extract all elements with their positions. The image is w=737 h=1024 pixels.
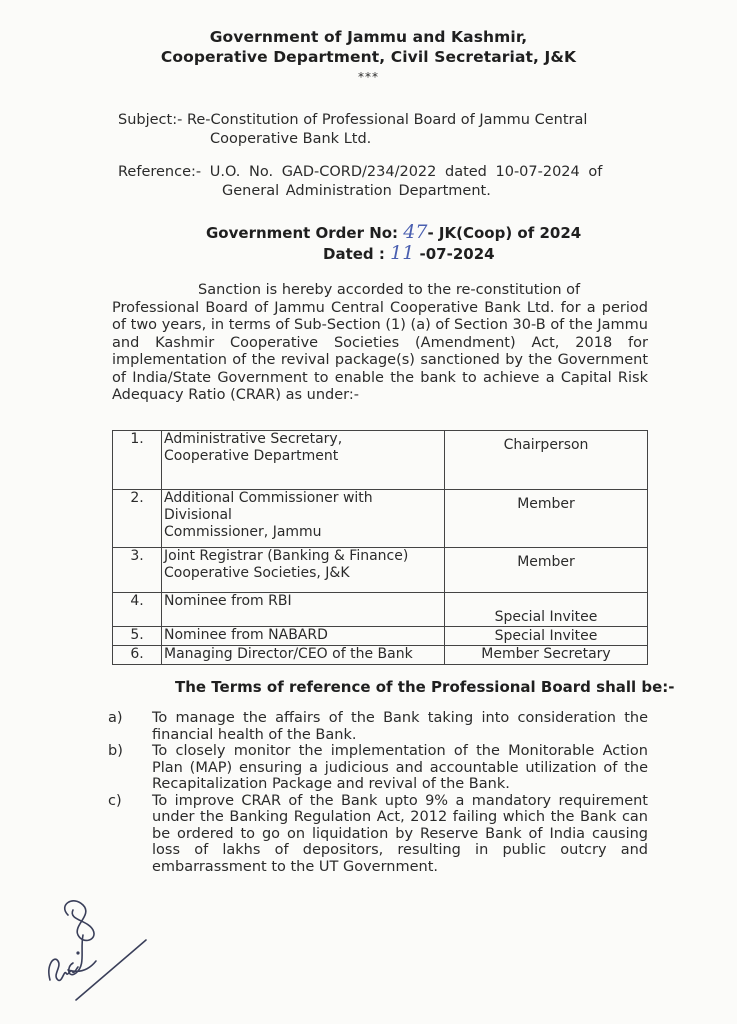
row-role: Member bbox=[445, 548, 648, 593]
term-label: a) bbox=[108, 710, 123, 726]
sanction-first-line: Sanction is hereby accorded to the re-constitution of bbox=[198, 282, 581, 298]
subject-line2: Cooperative Bank Ltd. bbox=[210, 131, 372, 147]
table-row bbox=[113, 593, 648, 627]
sanction-body: Professional Board of Jammu Central Cooperative Bank Ltd. for a period of two years, in terms of Sub-Section (1) (a) of Section 30-B of the Jammu and Kashmir Cooperative Societies (Amendment) Act, 2018 for implementation of the revival package(s) sanctioned by the Government of India/State Government to enable the bank to achieve a Capital Risk Adequacy Ratio (CRAR) as under:- bbox=[112, 299, 648, 403]
row-number: 5. bbox=[113, 627, 162, 646]
row-number: 4. bbox=[113, 593, 162, 627]
order-suffix: - JK(Coop) of 2024 bbox=[427, 224, 582, 242]
order-number-line bbox=[206, 221, 581, 243]
row-role: Member Secretary bbox=[445, 646, 648, 665]
dated-day-handwritten: 11 bbox=[390, 242, 415, 264]
order-date-line bbox=[323, 242, 495, 264]
sanction-paragraph bbox=[112, 282, 648, 405]
table-row bbox=[113, 490, 648, 548]
table-row bbox=[113, 646, 648, 665]
header-separator: *** bbox=[358, 70, 379, 84]
reference-line2: General Administration Department. bbox=[222, 183, 491, 199]
reference-line1: U.O. No. GAD-CORD/234/2022 dated 10-07-2024 of bbox=[209, 164, 603, 180]
row-designation: Managing Director/CEO of the Bank bbox=[162, 646, 445, 665]
header-department: Cooperative Department, Civil Secretariat, J&K bbox=[160, 48, 577, 66]
table-row bbox=[113, 548, 648, 593]
row-role: Special Invitee bbox=[445, 593, 648, 627]
row-designation bbox=[162, 548, 445, 593]
dated-rest: -07-2024 bbox=[414, 245, 495, 263]
terms-heading: The Terms of reference of the Professional Board shall be:- bbox=[175, 678, 675, 696]
designation-line2: Commissioner, Jammu bbox=[164, 524, 322, 540]
board-composition-table bbox=[112, 430, 648, 665]
term-text: To manage the affairs of the Bank taking into consideration the financial health of the Bank. bbox=[152, 710, 648, 743]
subject-label: Subject:- bbox=[118, 112, 183, 128]
term-text: To improve CRAR of the Bank upto 9% a mandatory requirement under the Banking Regulation Act, 2012 failing which the Bank can be ordered to go on liquidation by Reserve Bank of India causing loss of lakhs of depositors, resulting in public outcry and embarrassment to the UT Government. bbox=[152, 792, 648, 875]
row-role: Chairperson bbox=[445, 431, 648, 490]
row-designation bbox=[162, 490, 445, 548]
term-label: b) bbox=[108, 743, 123, 759]
subject-block bbox=[118, 111, 587, 149]
dated-label: Dated : bbox=[323, 245, 391, 263]
term-label: c) bbox=[108, 792, 122, 809]
list-item bbox=[108, 710, 648, 743]
reference-block bbox=[118, 163, 602, 201]
reference-label: Reference:- bbox=[118, 164, 202, 180]
row-number: 6. bbox=[113, 646, 162, 665]
designation-line2: Cooperative Department bbox=[164, 448, 339, 464]
designation-line1: Administrative Secretary, bbox=[164, 431, 343, 447]
row-designation bbox=[162, 431, 445, 490]
term-text: To closely monitor the implementation of the Monitorable Action Plan (MAP) ensuring a judicious and accountable utilization of the Recapitalization Package and revival of the Bank. bbox=[152, 743, 648, 792]
row-number: 1. bbox=[113, 431, 162, 490]
row-number: 3. bbox=[113, 548, 162, 593]
order-prefix: Government Order No: bbox=[206, 224, 404, 242]
designation-line1: Joint Registrar (Banking & Finance) bbox=[164, 548, 409, 564]
row-designation: Nominee from NABARD bbox=[162, 627, 445, 646]
row-number: 2. bbox=[113, 490, 162, 548]
table-row bbox=[113, 431, 648, 490]
terms-list bbox=[108, 710, 648, 875]
list-item bbox=[108, 793, 648, 876]
row-role: Special Invitee bbox=[445, 627, 648, 646]
header-government: Government of Jammu and Kashmir, bbox=[209, 28, 528, 46]
order-number-handwritten: 47 bbox=[403, 221, 428, 243]
subject-line1: Re-Constitution of Professional Board of Jammu Central bbox=[186, 112, 588, 128]
designation-line1: Additional Commissioner with Divisional bbox=[164, 490, 373, 523]
table-row bbox=[113, 627, 648, 646]
signature-icon bbox=[38, 895, 158, 1005]
list-item bbox=[108, 743, 648, 793]
row-designation: Nominee from RBI bbox=[162, 593, 445, 627]
row-role: Member bbox=[445, 490, 648, 548]
designation-line2: Cooperative Societies, J&K bbox=[164, 565, 350, 581]
